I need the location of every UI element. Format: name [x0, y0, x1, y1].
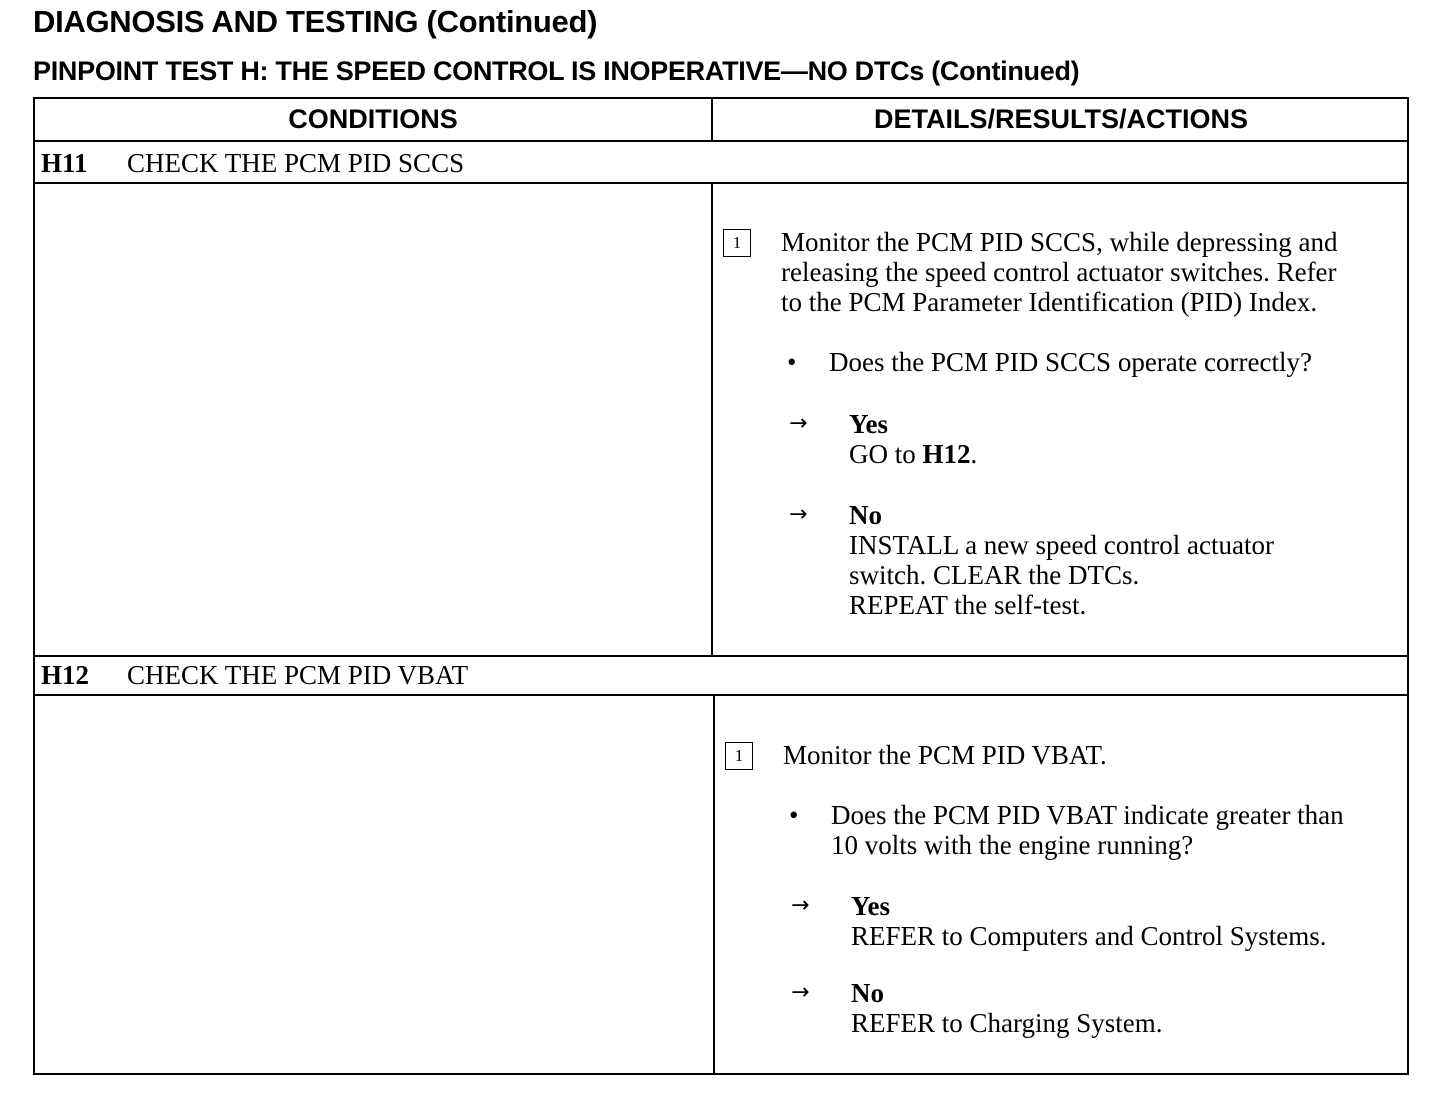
yes-label: Yes — [851, 891, 890, 921]
step-number-box: 1 — [725, 742, 753, 770]
step-code: H11 — [41, 148, 88, 178]
no-action: REFER to Charging System. — [851, 1008, 1163, 1038]
no-action: INSTALL a new speed control actuator switch. CLEAR the DTCs. REPEAT the self-test. — [849, 530, 1274, 620]
column-divider — [711, 99, 713, 141]
step-title: CHECK THE PCM PID VBAT — [127, 660, 469, 690]
bullet-icon: • — [787, 347, 797, 377]
column-divider — [711, 183, 713, 656]
row-divider — [35, 694, 1407, 696]
yes-action: GO to H12. — [849, 439, 978, 469]
arrow-right-icon: → — [791, 980, 810, 1005]
details-column-header: DETAILS/RESULTS/ACTIONS — [873, 104, 1248, 134]
page-title: DIAGNOSIS AND TESTING (Continued) — [33, 4, 598, 39]
no-label: No — [849, 500, 882, 530]
step-number-box: 1 — [723, 229, 751, 257]
arrow-right-icon: → — [789, 502, 808, 527]
step-code: H12 — [41, 660, 90, 690]
pinpoint-test-title: PINPOINT TEST H: THE SPEED CONTROL IS INOPERATIVE—NO DTCs (Continued) — [33, 56, 1080, 86]
step-heading-h11 — [41, 148, 464, 178]
step-instruction: Monitor the PCM PID SCCS, while depressing and releasing the speed control actuator switches. Refer to the PCM Parameter Identification (PID) Index. — [781, 227, 1338, 317]
step-instruction: Monitor the PCM PID VBAT. — [783, 740, 1107, 770]
column-divider — [713, 695, 715, 1075]
row-divider — [35, 140, 1407, 142]
arrow-right-icon: → — [791, 893, 810, 918]
step-question: Does the PCM PID SCCS operate correctly? — [829, 347, 1312, 377]
step-heading-h12 — [41, 660, 468, 690]
row-divider — [35, 182, 1407, 184]
yes-label: Yes — [849, 409, 888, 439]
step-question: Does the PCM PID VBAT indicate greater than 10 volts with the engine running? — [831, 800, 1344, 860]
arrow-right-icon: → — [789, 411, 808, 436]
go-to-target: H12 — [922, 439, 971, 469]
yes-action: REFER to Computers and Control Systems. — [851, 921, 1327, 951]
no-label: No — [851, 978, 884, 1008]
bullet-icon: • — [789, 800, 799, 830]
conditions-column-header: CONDITIONS — [288, 104, 458, 134]
step-title: CHECK THE PCM PID SCCS — [127, 148, 465, 178]
pinpoint-test-table — [33, 97, 1409, 1075]
row-divider — [35, 655, 1407, 657]
